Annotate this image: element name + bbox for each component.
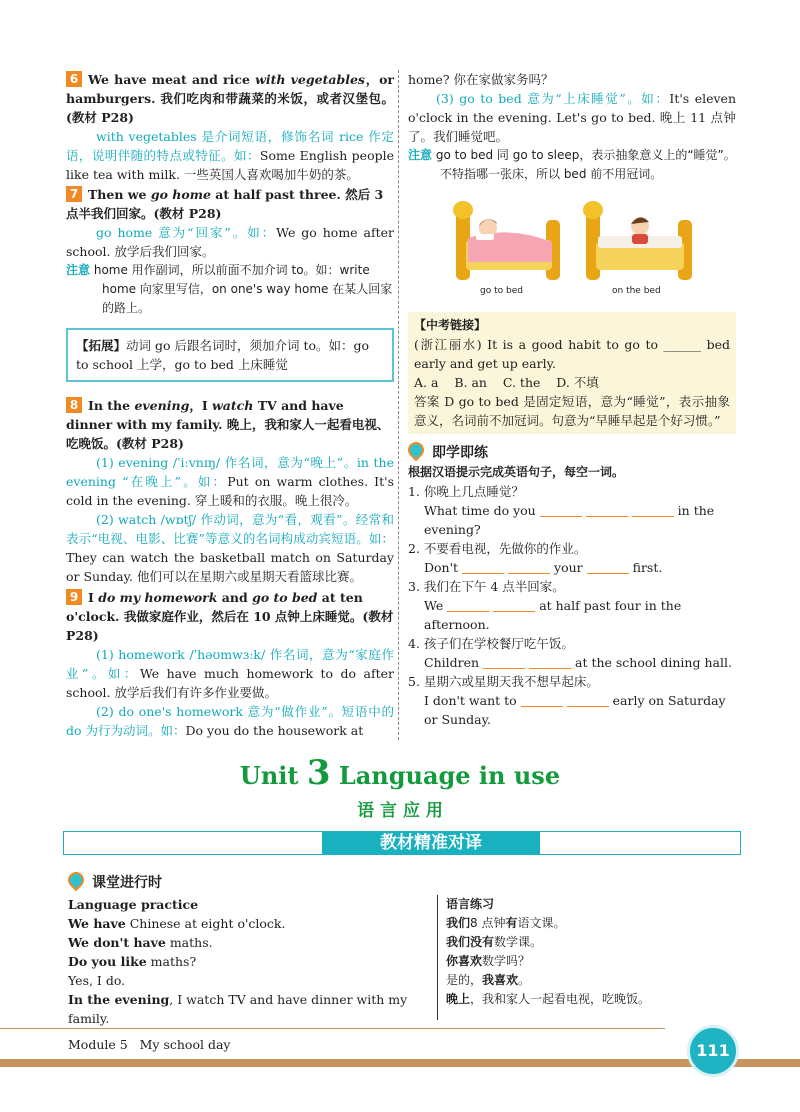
chinese-line (446, 990, 746, 1009)
item-7-explain-text: go home 意为“回家”。如： (96, 225, 277, 240)
item-8-heading (66, 396, 394, 453)
item-6-head-text: We have meat and rice (88, 72, 256, 87)
footer-band (0, 1059, 800, 1067)
item-8-p1-example: Put on warm clothes. It's cold in the evening. 穿上暖和的衣服。晚上很冷。 (66, 474, 394, 508)
item-7-head-a: Then we (88, 187, 151, 202)
exam-label: 【中考链接】 (414, 318, 487, 332)
item-9-p3-text: (3) go to bed 意为“上床睡觉”。如： (436, 91, 670, 106)
chinese-line (446, 914, 746, 933)
question-2-text-a: Don't (424, 560, 459, 575)
english-line-bold: We don't have (68, 935, 166, 950)
english-heading: Language practice (68, 897, 199, 912)
question-1-text-b: in the evening? (424, 503, 715, 537)
english-line-bold: Do you like (68, 954, 147, 969)
column-divider (398, 70, 400, 740)
item-9-p2-example: Do you do the housework at (185, 723, 364, 738)
answer-blank[interactable] (632, 504, 674, 517)
expand-box (66, 328, 394, 382)
item-9-note (408, 146, 736, 184)
question-3-en (408, 596, 736, 634)
location-pin-icon (65, 869, 88, 892)
english-line-rest: maths. (165, 935, 213, 950)
english-line (68, 952, 430, 971)
classroom-title (68, 872, 162, 892)
question-3-cn: 3. 我们在下午 4 点半回家。 (408, 579, 565, 594)
question-2-text-b: your (554, 560, 583, 575)
item-9-p1-example: We have much homework to do after school. 放学后我们有许多作业要做。 (66, 666, 395, 700)
english-line-bold: In the evening (68, 992, 170, 1007)
item-8-p2 (66, 510, 394, 586)
chinese-line-part: ，我和家人一起看电视，吃晚饭。 (470, 992, 651, 1006)
page-number: 111 (687, 1025, 739, 1077)
expand-text: 动词 go 后跟名词时，须加介词 to。如：go to school 上学，go to bed 上床睡觉 (76, 338, 370, 372)
english-line-bold: We have (68, 916, 126, 931)
item-9-p2 (66, 702, 394, 740)
item-9-head-italic-1: do my homework (98, 590, 218, 605)
exam-answer: 答案 D go to bed 是固定短语，意为“睡觉”，表示抽象意义，名词前不加冠词。句意为“早睡早起是个好习惯。” (414, 394, 730, 428)
unit-title (0, 753, 800, 793)
item-8-head-c: TV and have dinner with my family. 晚上，我和家人一起看电视、吃晚饭。(教材 P28) (66, 398, 390, 451)
item-8-head-italic-1: evening (134, 398, 190, 413)
english-line (68, 933, 430, 952)
chinese-line-part: 我们 (446, 916, 471, 930)
exam-link-box (408, 312, 736, 434)
item-8-number: 8 (66, 397, 82, 413)
unit-title-a: Unit (239, 761, 307, 790)
caption-go-to-bed: go to bed (480, 286, 523, 296)
answer-blank[interactable] (587, 561, 629, 574)
question-4-text-b: at the school dining hall. (575, 655, 732, 670)
chinese-line-part: 晚上 (446, 992, 471, 1006)
item-6-number: 6 (66, 71, 82, 87)
item-9-heading (66, 588, 394, 645)
footer-rule (0, 1028, 665, 1029)
question-1-text-a: What time do you (424, 503, 536, 518)
question-4-cn: 4. 孩子们在学校餐厅吃午饭。 (408, 636, 574, 651)
item-7-heading (66, 185, 394, 223)
classroom-chinese (446, 895, 746, 1009)
item-9-head-a: I (88, 590, 99, 605)
item-8-p2-text: (2) watch /wɒtʃ/ 作动词，意为“看，观看”。经常和表示“电视、电影、比赛”等意义的名词构成动宾短语。如： (66, 512, 394, 546)
practice-title (408, 442, 736, 463)
item-9-p1-text: (1) homework /ˈhəʊmwɜːk/ 作名词，意为“家庭作业”。如： (66, 647, 394, 681)
left-column (66, 70, 394, 740)
item-9-number: 9 (66, 589, 82, 605)
section-banner-title: 教材精准对译 (322, 832, 540, 854)
english-lines (68, 914, 430, 1028)
item-7-example: We go home after school. 放学后我们回家。 (66, 225, 394, 259)
illustration-row (408, 190, 736, 302)
item-6-head-tail: ，or hamburgers. 我们吃肉和带蔬菜的米饭，或者汉堡包。(教材 P28) (66, 72, 395, 125)
question-5-text-b: early on Saturday or Sunday. (424, 693, 726, 727)
location-pin-icon (405, 439, 428, 462)
chinese-line-part: 有 (505, 916, 518, 930)
chinese-line (446, 971, 746, 990)
item-9-p2-text: (2) do one's homework 意为“做作业”。短语中的 do 为行为动词。如： (66, 704, 394, 738)
answer-blank[interactable] (521, 694, 563, 707)
unit-subtitle: 语 言 应 用 (357, 801, 443, 821)
english-line (68, 914, 430, 933)
item-7-note-text: home 用作副词，所以前面不加介词 to。如：write home 向家里写信，on one's way home 在某人回家的路上。 (93, 263, 393, 315)
column-divider-bottom (437, 895, 438, 1020)
chinese-line-part: 是的， (446, 973, 483, 987)
practice-section (408, 442, 736, 729)
item-8-p1 (66, 453, 394, 510)
answer-blank[interactable] (540, 504, 582, 517)
question-4-en (408, 653, 736, 672)
practice-instruction: 根据汉语提示完成英语句子，每空一词。 (408, 465, 625, 479)
chinese-lines (446, 914, 746, 1009)
chinese-line (446, 933, 746, 952)
footer-module: Module 5 My school day (68, 1037, 231, 1052)
classroom-title-text: 课堂进行时 (92, 875, 162, 891)
note-label: 注意 (408, 148, 433, 162)
chinese-line-part: 数学课。 (494, 935, 543, 949)
item-9-p3 (408, 89, 736, 146)
question-5-en (408, 691, 736, 729)
item-7-number: 7 (66, 186, 82, 202)
item-9-head-b: and (217, 590, 253, 605)
chinese-line-part: 我喜欢 (482, 973, 519, 987)
item-6-explain-text: with vegetables 是介词短语，修饰名词 rice 作定语，说明伴随的特点或特征。如： (66, 129, 394, 163)
right-column (408, 70, 736, 729)
caption-on-the-bed: on the bed (612, 286, 661, 296)
chinese-line-part: 数学吗？ (482, 954, 531, 968)
item-8-p1-text: (1) evening /ˈiːvnɪŋ/ 作名词，意为“晚上”。in the evening “在晚上”。如： (66, 455, 394, 489)
item-6-head-italic: with vegetables (255, 72, 365, 87)
on-the-bed-illustration (580, 190, 700, 285)
go-to-bed-illustration (448, 190, 568, 285)
item-9-head-italic-2: go to bed (252, 590, 318, 605)
item-8-head-italic-2: watch (212, 398, 254, 413)
answer-blank[interactable] (508, 561, 550, 574)
chinese-line-part: 。 (518, 973, 531, 987)
english-line-rest: Yes, I do. (68, 973, 126, 988)
chinese-line-part: 8 点钟 (470, 916, 506, 930)
answer-blank[interactable] (493, 599, 535, 612)
answer-blank[interactable] (447, 599, 489, 612)
item-7-head-b: at half past three. 然后 3 点半我们回家。(教材 P28) (66, 187, 384, 221)
question-2-cn: 2. 不要看电视，先做你的作业。 (408, 541, 587, 556)
question-5-text-a: I don't want to (424, 693, 517, 708)
item-9-p3-example: It's eleven o'clock in the evening. Let's go to bed. 晚上 11 点钟了。我们睡觉吧。 (408, 91, 736, 144)
question-3-text-b: at half past four in the afternoon. (424, 598, 682, 632)
answer-blank[interactable] (462, 561, 504, 574)
item-6-heading (66, 70, 394, 127)
question-2-en (408, 558, 736, 577)
expand-label: 【拓展】 (76, 338, 127, 353)
question-1-en (408, 501, 736, 539)
section-banner (63, 831, 741, 855)
item-7-head-italic: go home (150, 187, 211, 202)
answer-blank[interactable] (483, 656, 525, 669)
question-5-cn: 5. 星期六或星期天我不想早起床。 (408, 674, 599, 689)
chinese-line (446, 952, 746, 971)
item-9-p1 (66, 645, 394, 702)
question-3-text-a: We (424, 598, 444, 613)
item-9-head-c: at ten o'clock. 我做家庭作业，然后在 10 点钟上床睡觉。(教材 P28) (66, 590, 394, 643)
item-7-note (66, 261, 394, 318)
item-6-explain (66, 127, 394, 184)
continued-text: home? 你在家做家务吗？ (408, 72, 554, 87)
answer-blank[interactable] (529, 656, 571, 669)
item-8-head-b: ，I (189, 398, 213, 413)
item-7-explain (66, 223, 394, 261)
item-8-p2-example: They can watch the basketball match on Saturday or Sunday. 他们可以在星期六或星期天看篮球比赛。 (66, 550, 394, 584)
english-line-rest: maths? (146, 954, 197, 969)
english-line (68, 990, 430, 1028)
note-label: 注意 (66, 263, 91, 277)
item-9-note-text: go to bed 同 go to sleep，表示抽象意义上的“睡觉”。不特指哪一张床，所以 bed 前不用冠词。 (435, 148, 736, 181)
question-1-cn: 1. 你晚上几点睡觉？ (408, 484, 524, 499)
item-6-example: Some English people like tea with milk. 一些英国人喜欢喝加牛奶的茶。 (66, 148, 394, 182)
exam-options: A. a B. an C. the D. 不填 (414, 375, 599, 390)
answer-blank[interactable] (586, 504, 628, 517)
chinese-line-part: 语文课。 (517, 916, 566, 930)
question-4-text-a: Children (424, 655, 480, 670)
english-line-rest: Chinese at eight o'clock. (125, 916, 286, 931)
english-line-rest: , I watch TV and have dinner with my family. (68, 992, 408, 1026)
unit-title-b: Language in use (330, 761, 561, 790)
unit-title-number: 3 (306, 753, 331, 793)
practice-title-text: 即学即练 (432, 445, 488, 461)
chinese-line-part: 你喜欢 (446, 954, 483, 968)
item-8-head-a: In the (88, 398, 135, 413)
question-2-text-c: first. (632, 560, 663, 575)
chinese-heading: 语言练习 (446, 897, 495, 911)
answer-blank[interactable] (567, 694, 609, 707)
exam-question: (浙江丽水) It is a good habit to go to ______ bed early and get up early. (414, 337, 730, 371)
classroom-english (68, 895, 430, 1028)
english-line (68, 971, 430, 990)
chinese-line-part: 我们没有 (446, 935, 495, 949)
